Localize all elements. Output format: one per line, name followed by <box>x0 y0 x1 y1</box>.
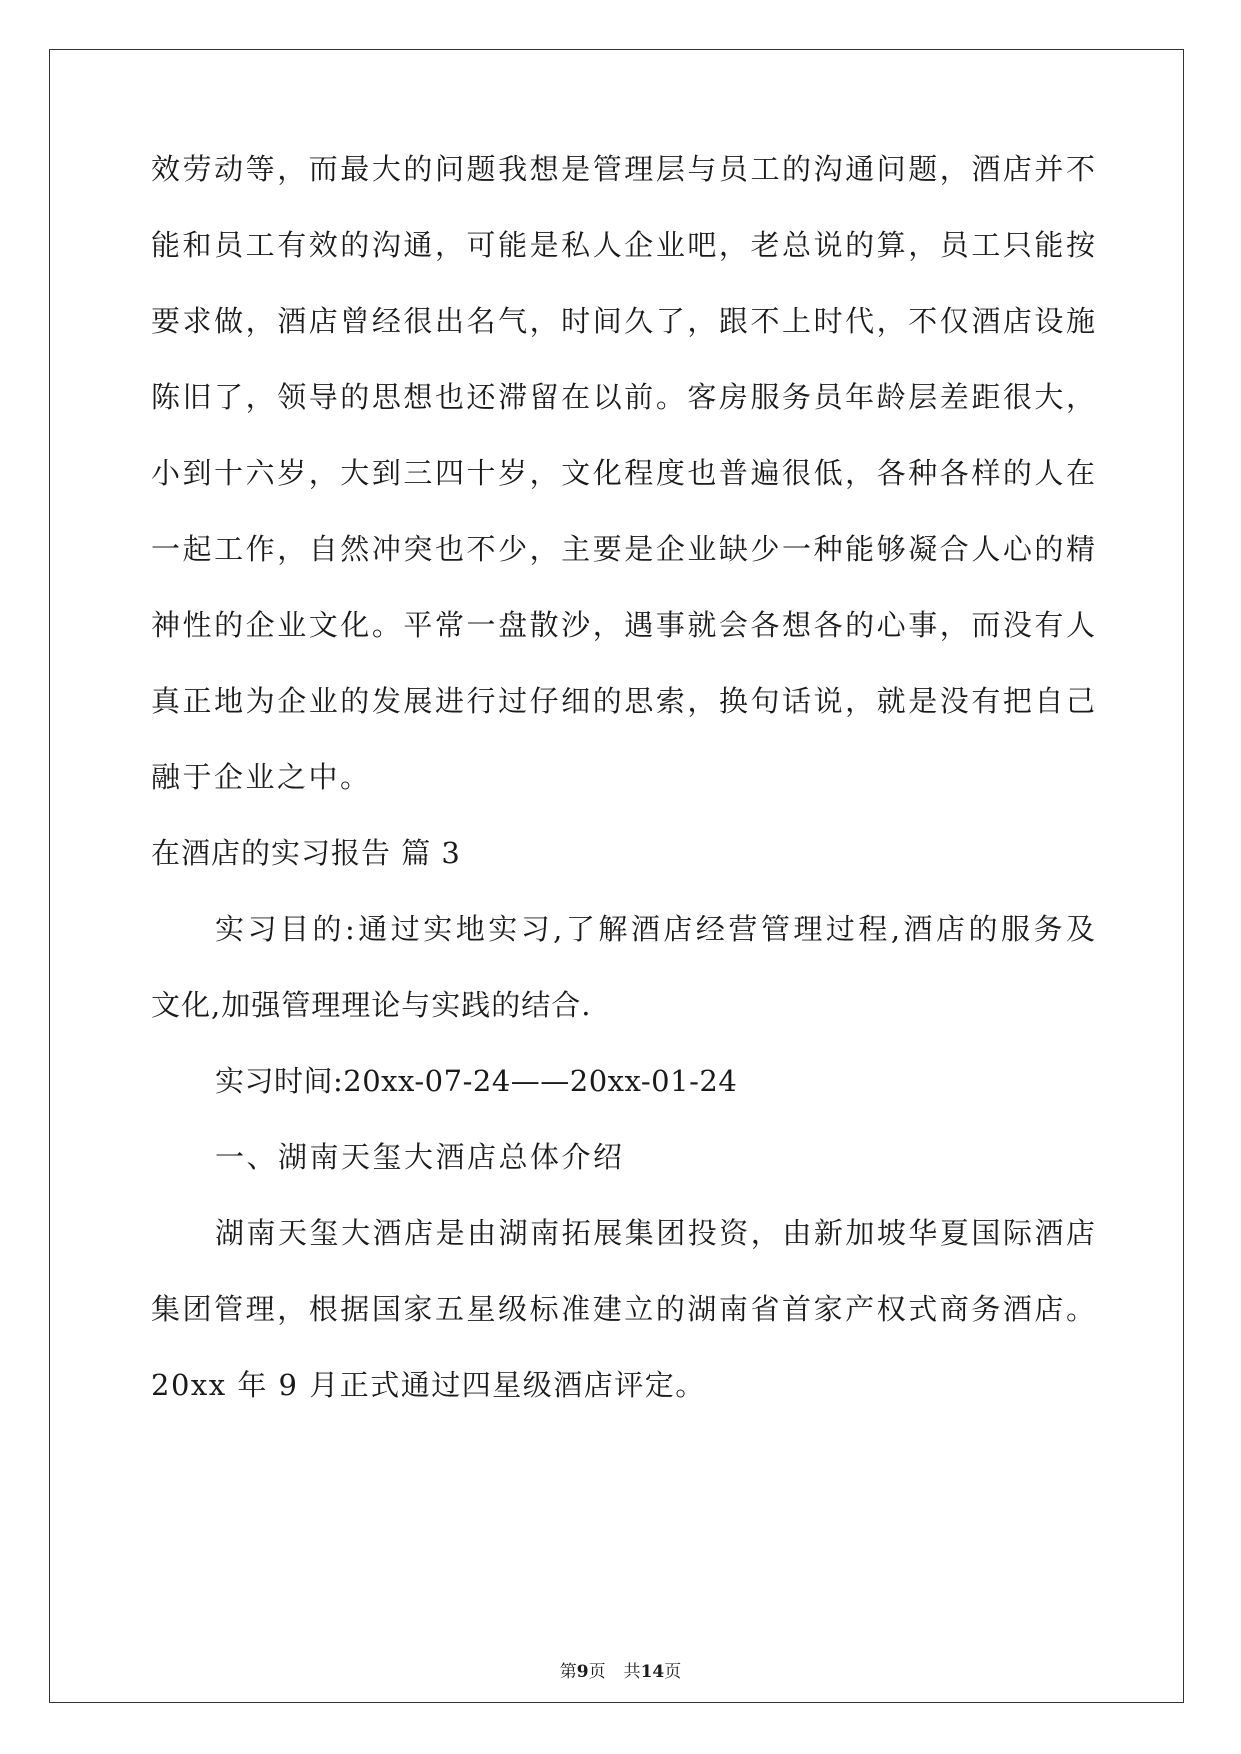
total-prefix: 共 <box>623 1662 641 1682</box>
intro-paragraph: 湖南天玺大酒店是由湖南拓展集团投资，由新加坡华夏国际酒店 <box>215 1216 1095 1250</box>
body-line: 能和员工有效的沟通，可能是私人企业吧，老总说的算，员工只能按 <box>151 228 1095 262</box>
page-number: 9 <box>576 1662 589 1682</box>
page-footer <box>0 1660 1241 1684</box>
intro-paragraph-cont: 集团管理，根据国家五星级标准建立的湖南省首家产权式商务酒店。 <box>151 1292 1095 1326</box>
page-border <box>49 49 1184 1703</box>
body-line: 一起工作，自然冲突也不少，主要是企业缺少一种能够凝合人心的精 <box>151 532 1095 566</box>
body-line: 效劳动等，而最大的问题我想是管理层与员工的沟通问题，酒店并不 <box>151 152 1095 186</box>
page-unit: 页 <box>588 1662 606 1682</box>
intro-paragraph-end: 20xx 年 9 月正式通过四星级酒店评定。 <box>151 1368 706 1402</box>
body-line: 小到十六岁，大到三四十岁，文化程度也普遍很低，各种各样的人在 <box>151 456 1095 490</box>
body-line: 要求做，酒店曾经很出名气，时间久了，跟不上时代，不仅酒店设施 <box>151 304 1095 338</box>
total-pages: 14 <box>640 1662 665 1682</box>
body-line: 融于企业之中。 <box>151 760 372 794</box>
section-heading: 一、湖南天玺大酒店总体介绍 <box>215 1140 625 1174</box>
purpose-paragraph-cont: 文化,加强管理理论与实践的结合. <box>151 988 592 1022</box>
section-title: 在酒店的实习报告 篇 3 <box>151 836 461 870</box>
body-line: 真正地为企业的发展进行过仔细的思索，换句话说，就是没有把自己 <box>151 684 1095 718</box>
body-line: 神性的企业文化。平常一盘散沙，遇事就会各想各的心事，而没有人 <box>151 608 1095 642</box>
total-unit: 页 <box>664 1662 682 1682</box>
page-prefix: 第 <box>559 1662 577 1682</box>
purpose-paragraph: 实习目的:通过实地实习,了解酒店经营管理过程,酒店的服务及 <box>215 912 1095 946</box>
internship-time: 实习时间:20xx-07-24——20xx-01-24 <box>215 1064 738 1098</box>
body-line: 陈旧了，领导的思想也还滞留在以前。客房服务员年龄层差距很大， <box>151 380 1095 414</box>
